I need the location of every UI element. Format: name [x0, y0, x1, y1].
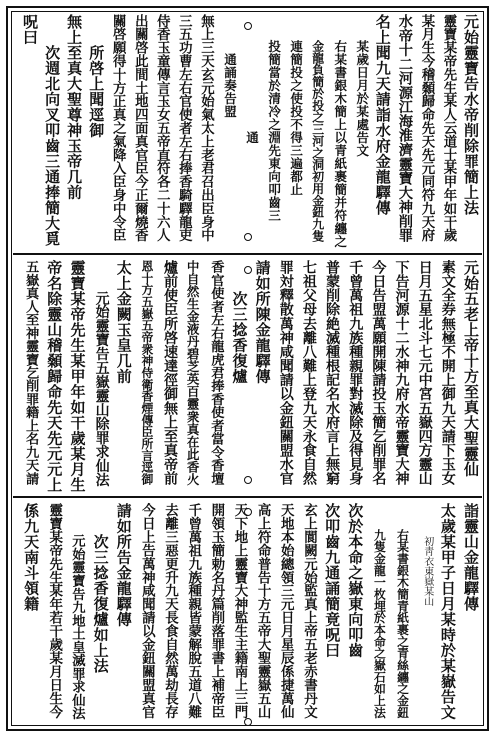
- text-column: 所啓上聞逕御: [87, 45, 106, 138]
- text-column: 爐前使臣所啓速達徑御無上至真帝前: [162, 260, 179, 486]
- text-block-middle: [16, 260, 479, 493]
- text-column: 次叩齒九通誦簡竟呪曰: [323, 503, 342, 658]
- text-block-top: [16, 14, 479, 250]
- text-column: 侍香玉童傳言玉女五帝直符各二十六人: [154, 14, 171, 242]
- section-divider: [13, 253, 482, 255]
- text-column: 某歲日月於某處告文: [354, 40, 370, 157]
- text-column: 香官使者左右龍虎君捧香使者當令香壇: [208, 260, 224, 485]
- text-column: 帝名除靈山稽顙歸命先天先元元上: [45, 260, 64, 493]
- text-column: 三五功曹左右官使者左右捧香騎驛龍吏: [176, 14, 193, 242]
- text-column: 九隻金龍一枚埋於本命之嶽石如上法: [372, 529, 387, 719]
- text-column: 呪曰: [21, 14, 40, 45]
- text-column: 元始靈寶告水帝削除罪簡上法: [461, 14, 480, 216]
- text-column: 千曾萬祖九族種親皆蒙解脫五道八難: [185, 503, 202, 719]
- text-column: 次三捻香復爐如上法: [91, 534, 110, 674]
- text-block-bottom: [16, 503, 479, 726]
- text-column: 靈寶某帝先生某甲年如干歲某月生: [68, 260, 87, 493]
- text-column: 關啓願得十方正真之氣降入臣身中令臣: [110, 14, 127, 242]
- text-column: 詣靈山金龍驛傳: [461, 503, 480, 612]
- text-column: 無上至真大聖尊神玉帝几前: [65, 14, 84, 200]
- text-column: 玄上閬闕元始監真上帝五老赤書丹文: [300, 503, 317, 719]
- text-column: 請如所告金龍驛傳: [114, 503, 133, 627]
- text-column: 五嶽真人至神靈寶乞削罪籍上名九天請: [23, 260, 39, 485]
- text-column: 通: [244, 131, 260, 144]
- text-column: 次週北向叉叩齒三通捧簡大覓: [43, 45, 62, 247]
- text-column: 某月生今稽顙歸命先天先元同符九天府: [418, 14, 435, 242]
- text-column: 名上聞九天請詣水府金龍驛傳: [373, 14, 392, 216]
- text-column: 係九天南斗領籍: [22, 503, 41, 612]
- text-column: 高上符命普告十方五帝大聖靈嶽五山: [254, 503, 271, 719]
- text-column: 日月五星北斗七元中宮五嶽四方靈山: [416, 260, 433, 486]
- text-column: 去離三惡更升九天長食自然萬劫長存: [162, 503, 179, 719]
- text-column: 初靑衣東嶽某山: [421, 536, 433, 606]
- text-column: 出關啓此間土地四面真官臣今正爾燒香: [132, 14, 149, 242]
- text-column: 水帝十二河源江海淮濟靈寶大神削罪: [396, 14, 413, 243]
- text-column: 無上三天玄元始氣太上老君召出臣身中: [198, 14, 215, 242]
- text-column: 元始靈寶告九地土皇滅罪求仙法: [69, 534, 85, 720]
- text-column: 天地本始總領三元日月星辰係捷萬仙: [277, 503, 294, 719]
- text-column: 靈寶某帝先生某年若干歲某月日生今: [46, 503, 63, 719]
- section-divider: [13, 496, 482, 498]
- document-page: [6, 6, 489, 731]
- text-column: 千曾萬祖九族種親罪對滅除及得見身: [347, 260, 364, 486]
- text-column: 素文全券無極不開上御九天請下玉女: [439, 260, 456, 486]
- text-column: 元始靈寶告五嶽靈山除罪求仙法: [92, 291, 109, 487]
- text-column: 開領玉簡勅名丹篇削落罪書上補帝臣: [208, 503, 225, 719]
- text-column: 金龍負簡於投之三河之洞初用金鈕九隻: [310, 40, 325, 242]
- text-column: 下告河源十二水神九府水帝靈寶大神: [393, 260, 410, 486]
- text-column: 次三捻香復爐: [230, 291, 249, 384]
- text-column: 太上金闕玉皇几前: [114, 260, 133, 384]
- text-column: 今日上告萬神咸聞請以金鈕關盟真官: [138, 503, 155, 719]
- text-column: 投簡當於清冷之淵先東向叩齒三: [266, 40, 282, 222]
- text-column: 恩十方五嶽五帝衆神侍衛香煙傳臣所言逕御: [139, 260, 154, 485]
- text-column: 請如所陳金龍驛傳: [253, 260, 272, 384]
- text-column: 今日告盟萬願開陳請投玉簡乞削罪名: [370, 260, 387, 486]
- text-column: 元始五老上帝十方至真大聖靈仙: [461, 260, 480, 477]
- text-column: 通誦奏告盟: [222, 53, 238, 118]
- text-column: 罪対釋散萬神咸聞請以金鈕關盟水官: [277, 260, 294, 486]
- text-column: 普蒙削除絶滅種根記名水府言上無窮: [324, 260, 341, 486]
- text-column: 七祖父母去離八難上登九天永食自然: [300, 260, 317, 486]
- text-column: 中自然生金液丹碧芝英百靈衆真在此香火: [185, 260, 201, 486]
- text-column: 右某書銀木簡上以青紙裹簡并符纏之: [332, 40, 348, 248]
- text-column: 連簡投之使投不得三遍都止: [288, 40, 304, 196]
- text-column: 靈寶某帝先生某人云道士某甲年如干歲: [440, 14, 457, 242]
- text-column: 次於本命之嶽東向叩齒: [346, 503, 365, 658]
- text-column: 太歲某甲子日月某時於某嶽告文: [438, 503, 457, 720]
- text-column: 天下地上靈寶大神監生主籍南上三門: [231, 503, 248, 719]
- text-column: 右某書銀木簡青紙裹之青絲纏之金鈕: [395, 529, 410, 719]
